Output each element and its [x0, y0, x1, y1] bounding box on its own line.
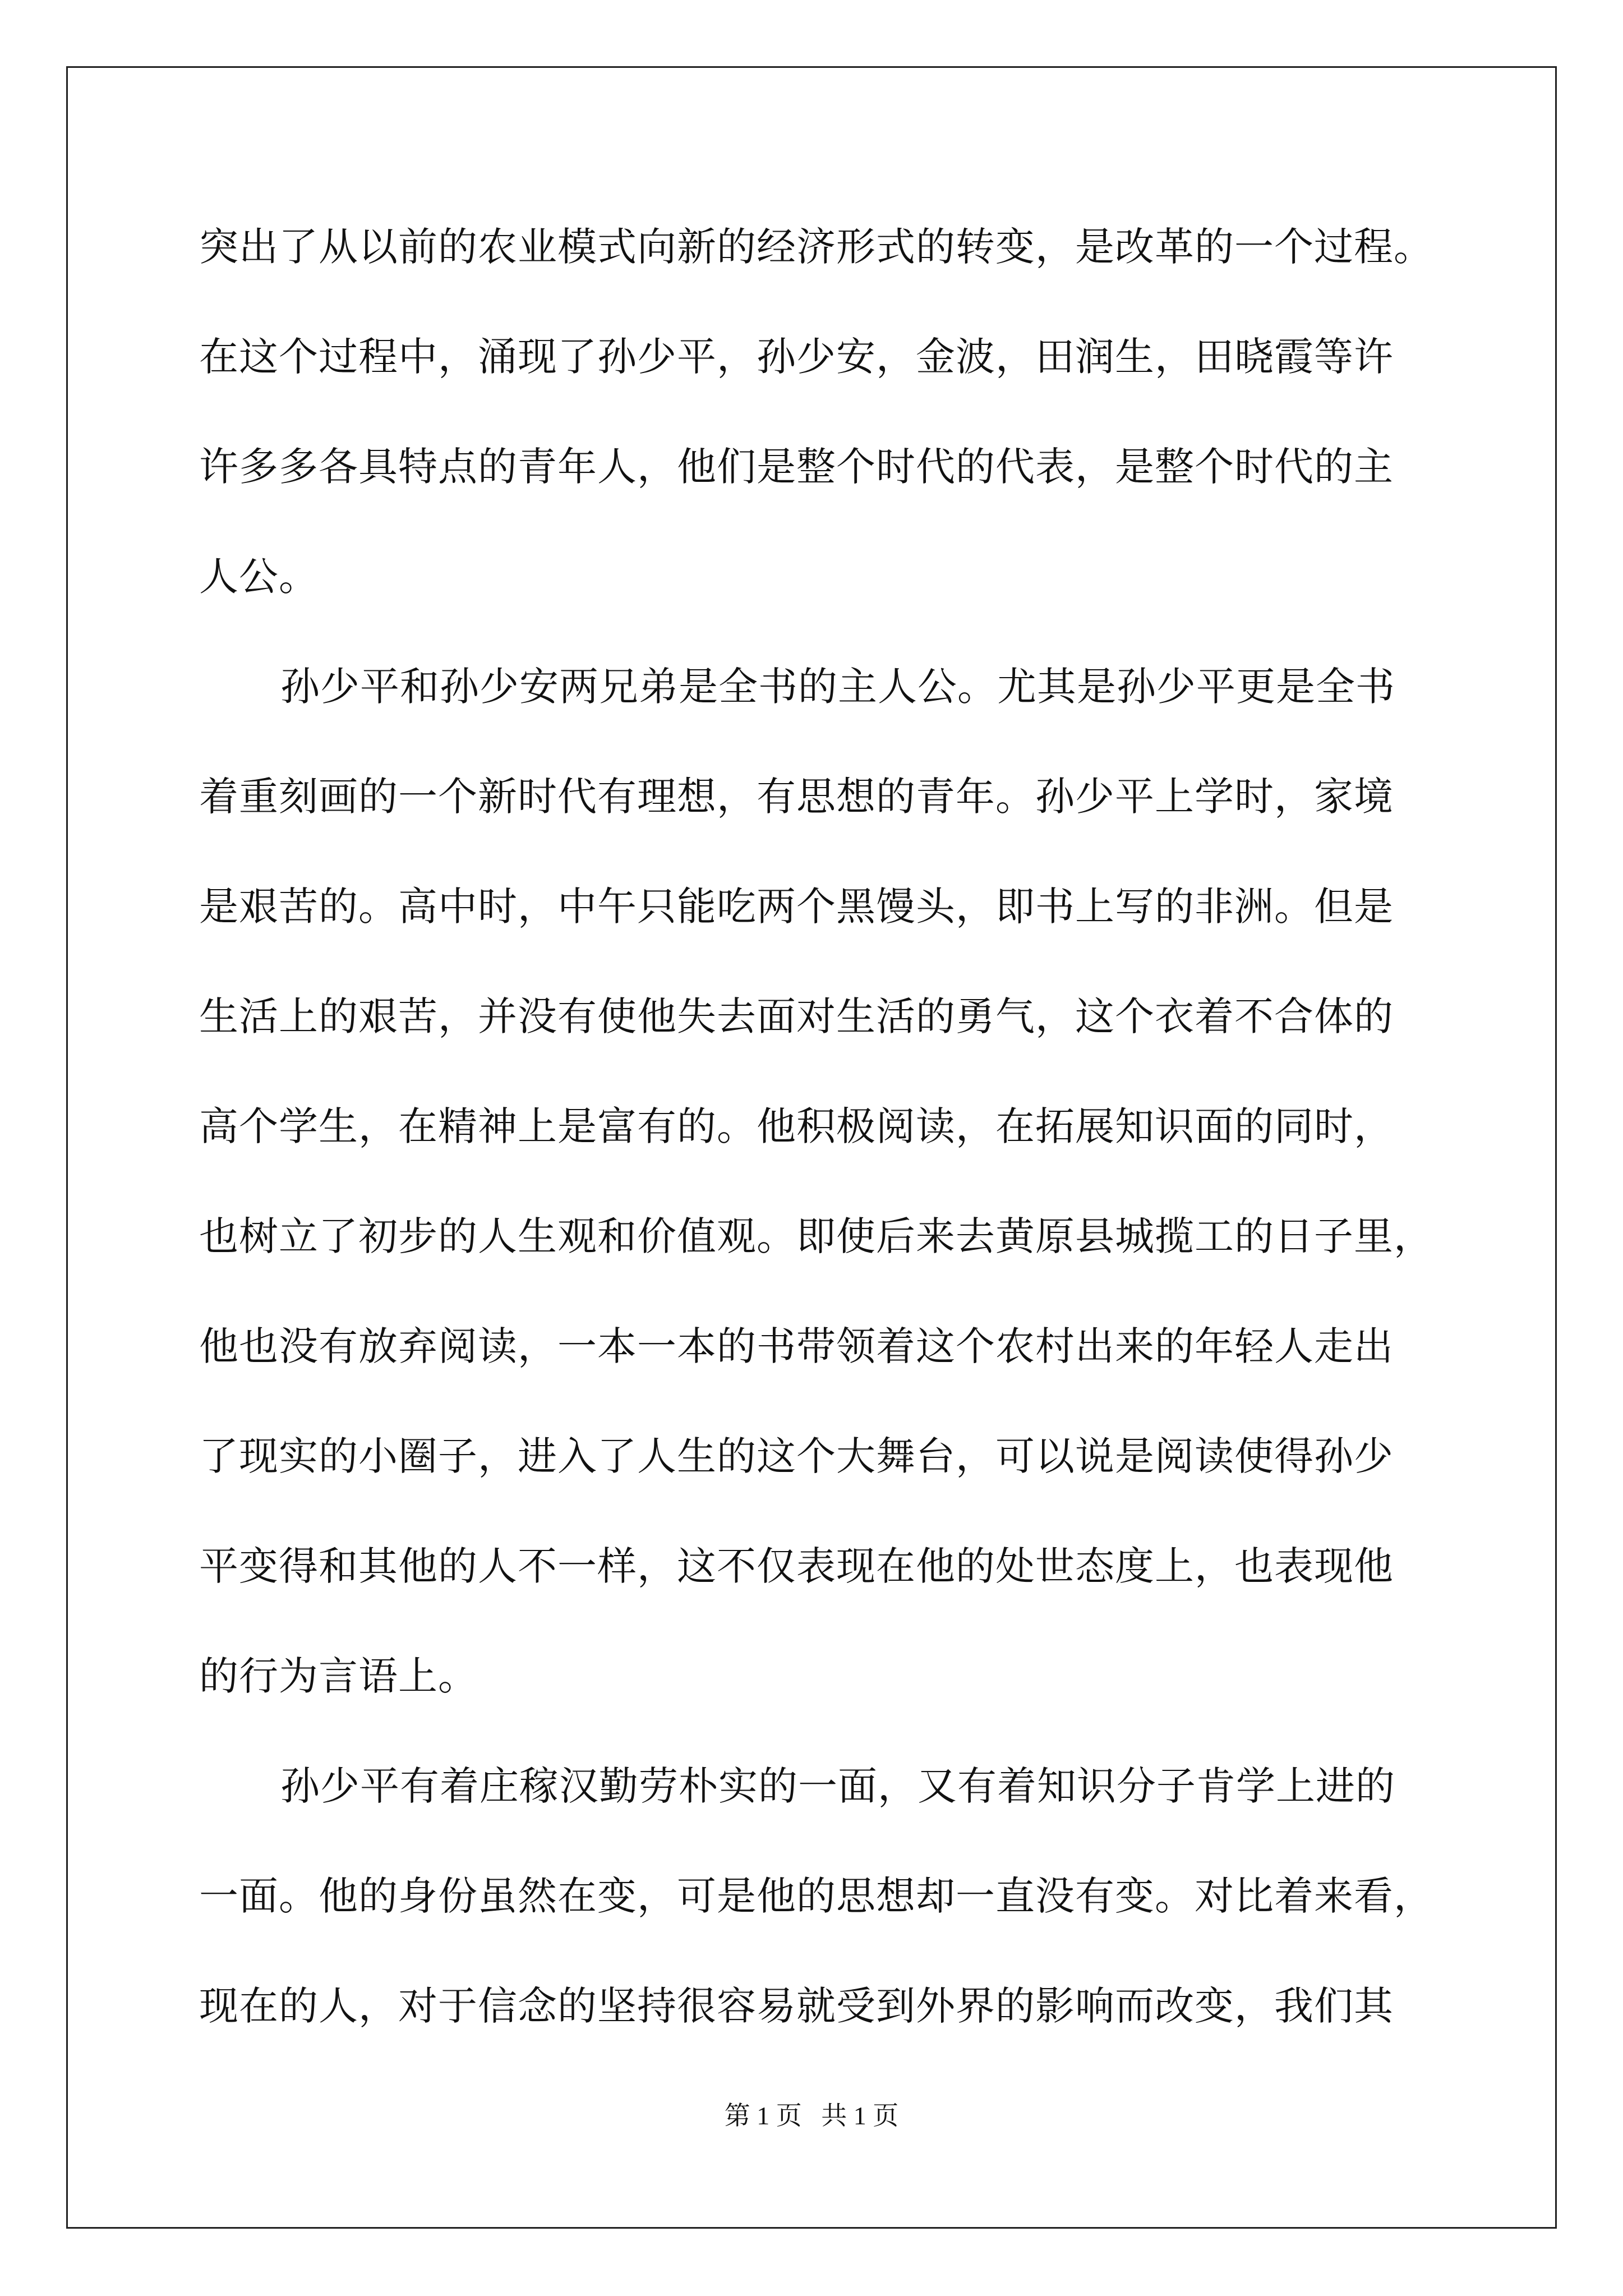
paragraph-2-line-10: 的行为言语上。 — [199, 1653, 478, 1699]
page-number: 第 1 页 — [724, 2101, 802, 2130]
paragraph-2-line-5: 高个学生，在精神上是富有的。他积极阅读，在拓展知识面的同时， — [199, 1103, 1394, 1149]
paragraph-1-line-1: 突出了从以前的农业模式向新的经济形式的转变，是改革的一个过程。 — [199, 224, 1433, 270]
total-pages: 共 1 页 — [821, 2101, 899, 2130]
paragraph-1-line-2: 在这个过程中，涌现了孙少平，孙少安，金波，田润生，田晓霞等许 — [199, 334, 1394, 380]
paragraph-2-line-9: 平变得和其他的人不一样，这不仅表现在他的处世态度上，也表现他 — [199, 1543, 1394, 1589]
paragraph-2-line-4: 生活上的艰苦，并没有使他失去面对生活的勇气，这个衣着不合体的 — [199, 993, 1394, 1039]
paragraph-2-line-8: 了现实的小圈子，进入了人生的这个大舞台，可以说是阅读使得孙少 — [199, 1433, 1394, 1479]
paragraph-2-line-2: 着重刻画的一个新时代有理想，有思想的青年。孙少平上学时，家境 — [199, 774, 1394, 820]
paragraph-2-line-1: 孙少平和孙少安两兄弟是全书的主人公。尤其是孙少平更是全书 — [280, 664, 1395, 710]
paragraph-3-line-3: 现在的人，对于信念的坚持很容易就受到外界的影响而改变，我们其 — [199, 1983, 1394, 2029]
paragraph-2-line-6: 也树立了初步的人生观和价值观。即使后来去黄原县城揽工的日子里， — [199, 1213, 1433, 1259]
paragraph-1-line-4: 人公。 — [199, 554, 319, 600]
paragraph-3-line-1: 孙少平有着庄稼汉勤劳朴实的一面，又有着知识分子肯学上进的 — [280, 1763, 1395, 1809]
page-footer — [0, 2099, 1623, 2133]
paragraph-2-line-7: 他也没有放弃阅读，一本一本的书带领着这个农村出来的年轻人走出 — [199, 1323, 1394, 1369]
paragraph-1-line-3: 许多多各具特点的青年人，他们是整个时代的代表，是整个时代的主 — [199, 444, 1394, 490]
paragraph-2-line-3: 是艰苦的。高中时，中午只能吃两个黑馒头，即书上写的非洲。但是 — [199, 884, 1394, 930]
paragraph-3-line-2: 一面。他的身份虽然在变，可是他的思想却一直没有变。对比着来看， — [199, 1873, 1433, 1919]
